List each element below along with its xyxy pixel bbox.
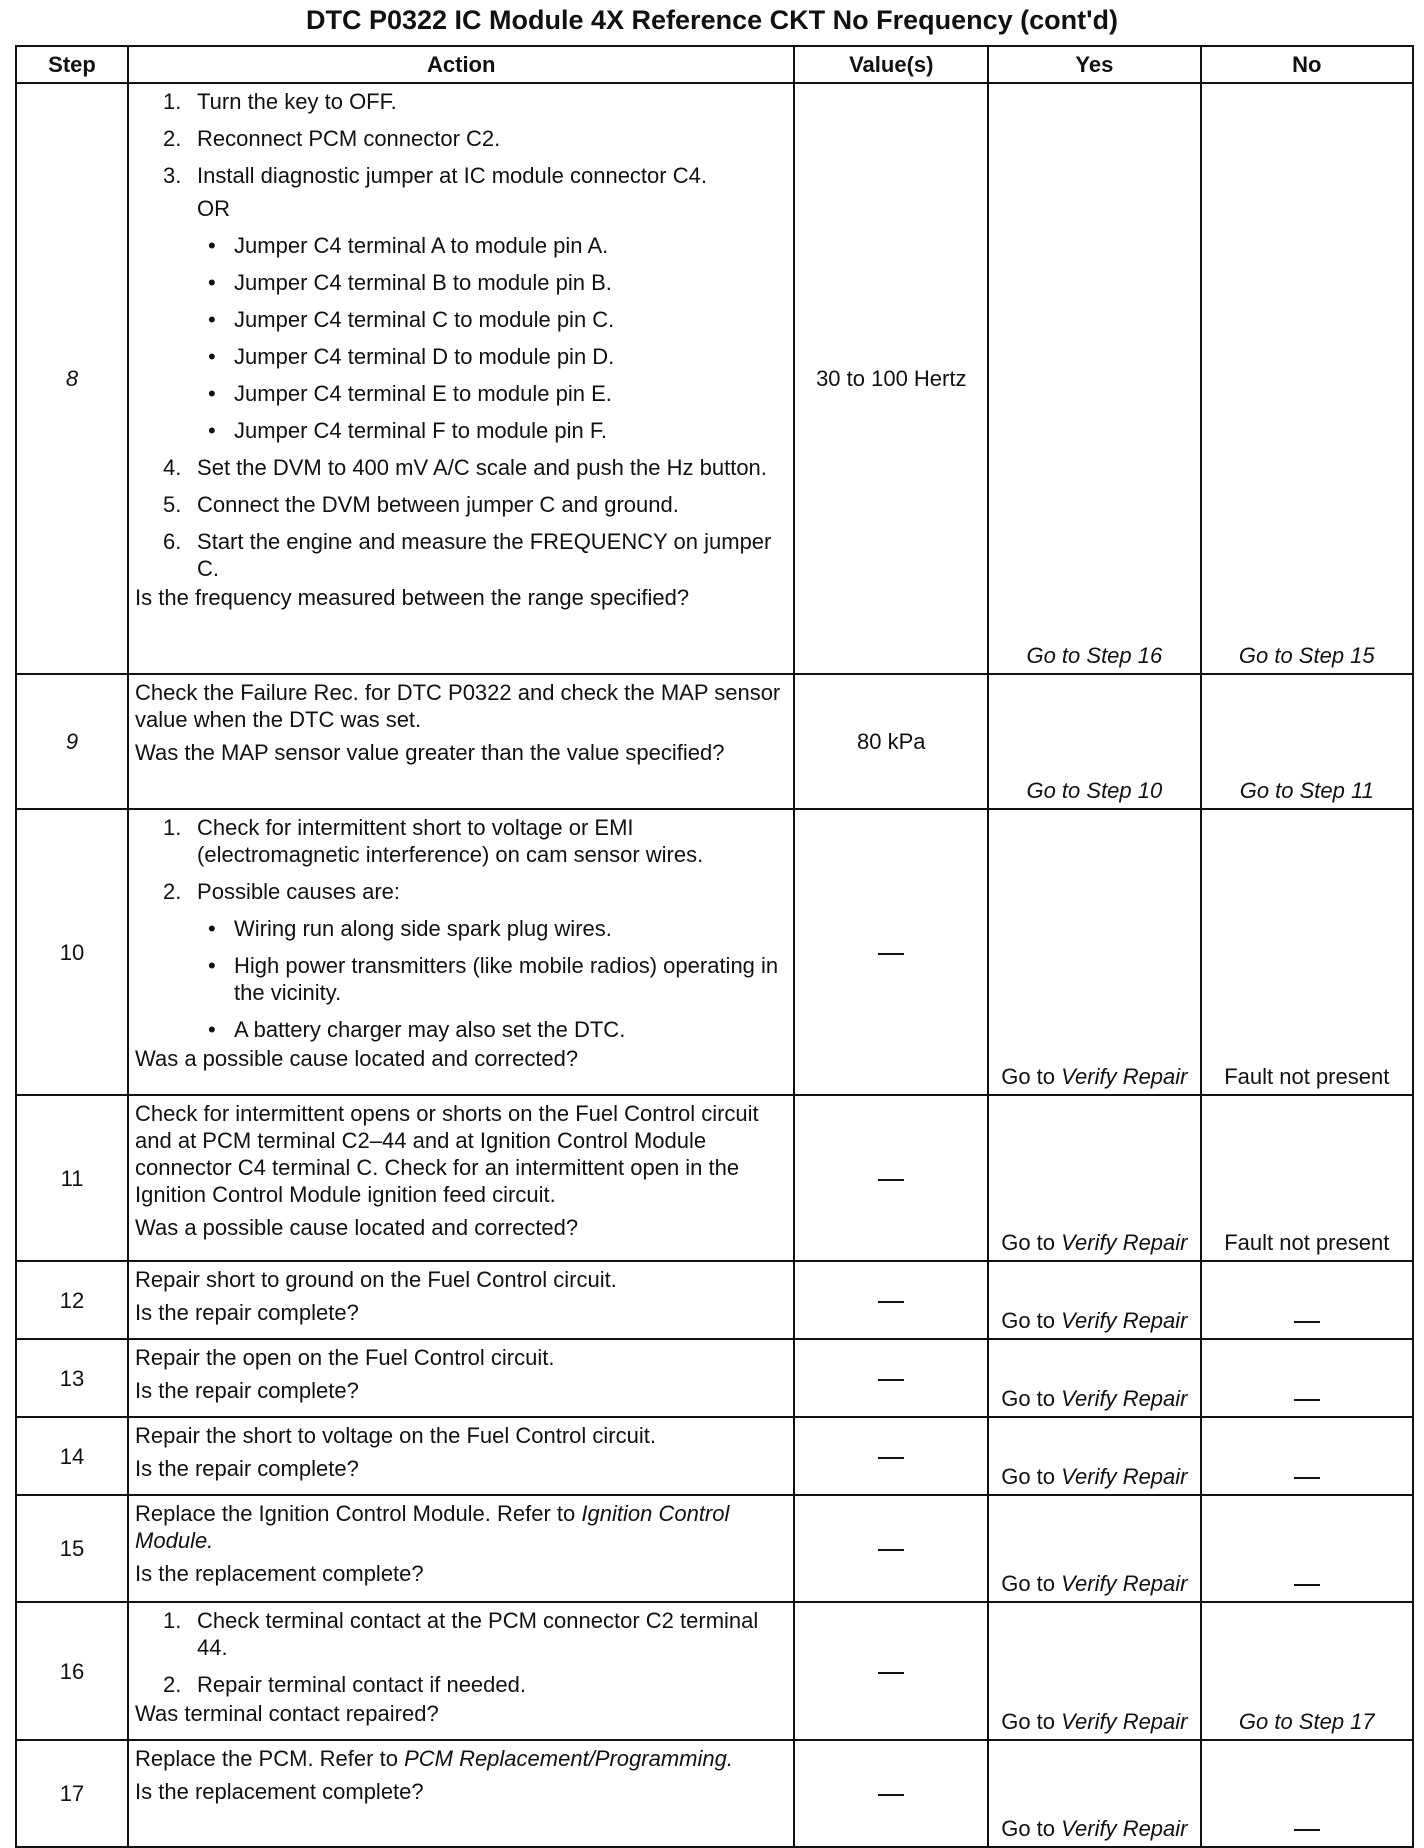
yes-cell: Go to Verify Repair bbox=[988, 1095, 1200, 1261]
table-row-step-14 bbox=[16, 1417, 1413, 1495]
verify-repair-link[interactable]: Verify Repair bbox=[1061, 1571, 1188, 1596]
page-title: DTC P0322 IC Module 4X Reference CKT No Frequency (cont'd) bbox=[305, 5, 1119, 35]
yes-cell: Go to Verify Repair bbox=[988, 1495, 1200, 1602]
header-action: Action bbox=[128, 46, 794, 83]
step-number: 8 bbox=[16, 83, 128, 674]
action-text: Check for intermittent opens or shorts on the Fuel Control circuit and at PCM terminal C2–44 and at Ignition Control Module connector C4 terminal C. Check for an intermittent open in the Ignition Control Module ignition feed circuit. bbox=[135, 1101, 759, 1207]
question-text: Was the MAP sensor value greater than the value specified? bbox=[135, 740, 725, 765]
table-header-row bbox=[16, 46, 1413, 83]
dash-mark bbox=[878, 1301, 904, 1303]
bullet-item: • Jumper C4 terminal E to module pin E. bbox=[208, 381, 612, 406]
table-row-step-15 bbox=[16, 1495, 1413, 1602]
action-cell bbox=[128, 1740, 794, 1847]
list-item: 2. Repair terminal contact if needed. bbox=[163, 1672, 526, 1697]
yes-cell: Go to Step 16 bbox=[988, 83, 1200, 674]
action-cell bbox=[128, 1417, 794, 1495]
dash-mark bbox=[878, 1549, 904, 1551]
bullet-item: • Jumper C4 terminal D to module pin D. bbox=[208, 344, 615, 369]
bullet-item: • Wiring run along side spark plug wires. bbox=[208, 916, 612, 941]
no-cell: Fault not present bbox=[1201, 1095, 1413, 1261]
header-values: Value(s) bbox=[794, 46, 988, 83]
bullet-item: • Jumper C4 terminal C to module pin C. bbox=[208, 307, 615, 332]
yes-cell: Go to Verify Repair bbox=[988, 1740, 1200, 1847]
verify-repair-link[interactable]: Verify Repair bbox=[1061, 1709, 1188, 1734]
action-cell bbox=[128, 1602, 794, 1740]
list-item: 1. Turn the key to OFF. bbox=[163, 89, 397, 114]
value-cell bbox=[794, 1095, 988, 1261]
list-item: 4. Set the DVM to 400 mV A/C scale and push the Hz button. bbox=[163, 455, 767, 480]
value-cell bbox=[794, 1261, 988, 1339]
question-text: Was a possible cause located and corrected? bbox=[135, 1215, 579, 1240]
no-cell bbox=[1201, 1339, 1413, 1417]
question-text: Is the repair complete? bbox=[135, 1456, 359, 1481]
value-cell bbox=[794, 1417, 988, 1495]
verify-repair-link[interactable]: Verify Repair bbox=[1061, 1230, 1188, 1255]
question-text: Is the repair complete? bbox=[135, 1378, 359, 1403]
verify-repair-link[interactable]: Verify Repair bbox=[1061, 1816, 1188, 1841]
step-number: 10 bbox=[16, 809, 128, 1095]
dash-mark bbox=[878, 1794, 904, 1796]
action-cell bbox=[128, 1495, 794, 1602]
header-yes: Yes bbox=[988, 46, 1200, 83]
no-cell: Fault not present bbox=[1201, 809, 1413, 1095]
action-text: Check the Failure Rec. for DTC P0322 and check the MAP sensor value when the DTC was set. bbox=[135, 680, 781, 732]
step-number: 12 bbox=[16, 1261, 128, 1339]
table-row-step-13 bbox=[16, 1339, 1413, 1417]
list-item: 5. Connect the DVM between jumper C and ground. bbox=[163, 492, 679, 517]
table-row-step-17 bbox=[16, 1740, 1413, 1847]
bullet-item: • Jumper C4 terminal F to module pin F. bbox=[208, 418, 607, 443]
verify-repair-link[interactable]: Verify Repair bbox=[1061, 1308, 1188, 1333]
dash-mark bbox=[1294, 1399, 1320, 1401]
bullet-item: • A battery charger may also set the DTC. bbox=[208, 1017, 626, 1042]
no-cell: Go to Step 15 bbox=[1201, 83, 1413, 674]
table-row-step-8 bbox=[16, 83, 1413, 674]
verify-repair-link[interactable]: Verify Repair bbox=[1061, 1464, 1188, 1489]
value-cell bbox=[794, 1602, 988, 1740]
bullet-item: • Jumper C4 terminal A to module pin A. bbox=[208, 233, 609, 258]
value-cell bbox=[794, 1495, 988, 1602]
bullet-item: • Jumper C4 terminal B to module pin B. bbox=[208, 270, 612, 295]
action-text: Replace the Ignition Control Module. Refer to Ignition Control Module. bbox=[135, 1501, 730, 1553]
yes-cell: Go to Verify Repair bbox=[988, 1339, 1200, 1417]
step-number: 17 bbox=[16, 1740, 128, 1847]
step-number: 15 bbox=[16, 1495, 128, 1602]
list-item: 1. Check for intermittent short to voltage or EMI (electromagnetic interference) on cam sensor wires. bbox=[163, 815, 704, 867]
action-cell bbox=[128, 1095, 794, 1261]
step-number: 16 bbox=[16, 1602, 128, 1740]
value-cell bbox=[794, 1740, 988, 1847]
dash-mark bbox=[1294, 1321, 1320, 1323]
yes-cell: Go to Verify Repair bbox=[988, 1417, 1200, 1495]
pcm-replacement-ref[interactable]: PCM Replacement/Programming. bbox=[404, 1746, 733, 1771]
dash-mark bbox=[1294, 1584, 1320, 1586]
question-text: Was terminal contact repaired? bbox=[135, 1701, 439, 1726]
action-text: Repair the open on the Fuel Control circuit. bbox=[135, 1345, 555, 1370]
dash-mark bbox=[878, 1457, 904, 1459]
dash-mark bbox=[878, 1179, 904, 1181]
question-text: Is the replacement complete? bbox=[135, 1561, 424, 1586]
action-cell bbox=[128, 1261, 794, 1339]
list-item: 3. Install diagnostic jumper at IC module connector C4. bbox=[163, 163, 707, 188]
no-cell bbox=[1201, 1495, 1413, 1602]
ignition-control-module-ref[interactable]: Ignition Control Module. bbox=[135, 1501, 730, 1553]
table-row-step-12 bbox=[16, 1261, 1413, 1339]
no-cell: Go to Step 11 bbox=[1201, 674, 1413, 809]
value-cell: 80 kPa bbox=[794, 674, 988, 809]
step-number: 14 bbox=[16, 1417, 128, 1495]
table-row-step-16 bbox=[16, 1602, 1413, 1740]
action-text: Repair short to ground on the Fuel Control circuit. bbox=[135, 1267, 617, 1292]
dash-mark bbox=[878, 1379, 904, 1381]
list-item: 1. Check terminal contact at the PCM connector C2 terminal 44. bbox=[163, 1608, 759, 1660]
or-label: OR bbox=[197, 196, 231, 221]
list-item: 6. Start the engine and measure the FREQUENCY on jumper C. bbox=[163, 529, 772, 581]
value-cell: 30 to 100 Hertz bbox=[794, 83, 988, 674]
table-row-step-10 bbox=[16, 809, 1413, 1095]
verify-repair-link[interactable]: Verify Repair bbox=[1061, 1064, 1188, 1089]
header-step: Step bbox=[16, 46, 128, 83]
value-cell bbox=[794, 1339, 988, 1417]
question-text: Is the frequency measured between the range specified? bbox=[135, 585, 690, 610]
action-text: Replace the PCM. Refer to PCM Replacement/Programming. bbox=[135, 1746, 733, 1771]
question-text: Was a possible cause located and corrected? bbox=[135, 1046, 579, 1071]
list-item: 2. Reconnect PCM connector C2. bbox=[163, 126, 501, 151]
bullet-item: • High power transmitters (like mobile radios) operating in the vicinity. bbox=[208, 953, 779, 1005]
dash-mark bbox=[1294, 1829, 1320, 1831]
no-cell: Go to Step 17 bbox=[1201, 1602, 1413, 1740]
dash-mark bbox=[1294, 1477, 1320, 1479]
step-number: 13 bbox=[16, 1339, 128, 1417]
action-cell bbox=[128, 674, 794, 809]
question-text: Is the replacement complete? bbox=[135, 1779, 424, 1804]
action-cell bbox=[128, 83, 794, 674]
action-cell bbox=[128, 1339, 794, 1417]
header-no: No bbox=[1201, 46, 1413, 83]
value-cell bbox=[794, 809, 988, 1095]
action-text: Repair the short to voltage on the Fuel Control circuit. bbox=[135, 1423, 656, 1448]
diagnostic-table bbox=[15, 45, 1414, 1848]
table-row-step-11 bbox=[16, 1095, 1413, 1261]
question-text: Is the repair complete? bbox=[135, 1300, 359, 1325]
table-row-step-9 bbox=[16, 674, 1413, 809]
dash-mark bbox=[878, 1672, 904, 1674]
no-cell bbox=[1201, 1261, 1413, 1339]
step-number: 9 bbox=[16, 674, 128, 809]
step-number: 11 bbox=[16, 1095, 128, 1261]
yes-cell: Go to Step 10 bbox=[988, 674, 1200, 809]
no-cell bbox=[1201, 1740, 1413, 1847]
yes-cell: Go to Verify Repair bbox=[988, 1261, 1200, 1339]
action-cell bbox=[128, 809, 794, 1095]
yes-cell: Go to Verify Repair bbox=[988, 809, 1200, 1095]
no-cell bbox=[1201, 1417, 1413, 1495]
yes-cell: Go to Verify Repair bbox=[988, 1602, 1200, 1740]
verify-repair-link[interactable]: Verify Repair bbox=[1061, 1386, 1188, 1411]
dash-mark bbox=[878, 953, 904, 955]
list-item: 2. Possible causes are: bbox=[163, 879, 401, 904]
